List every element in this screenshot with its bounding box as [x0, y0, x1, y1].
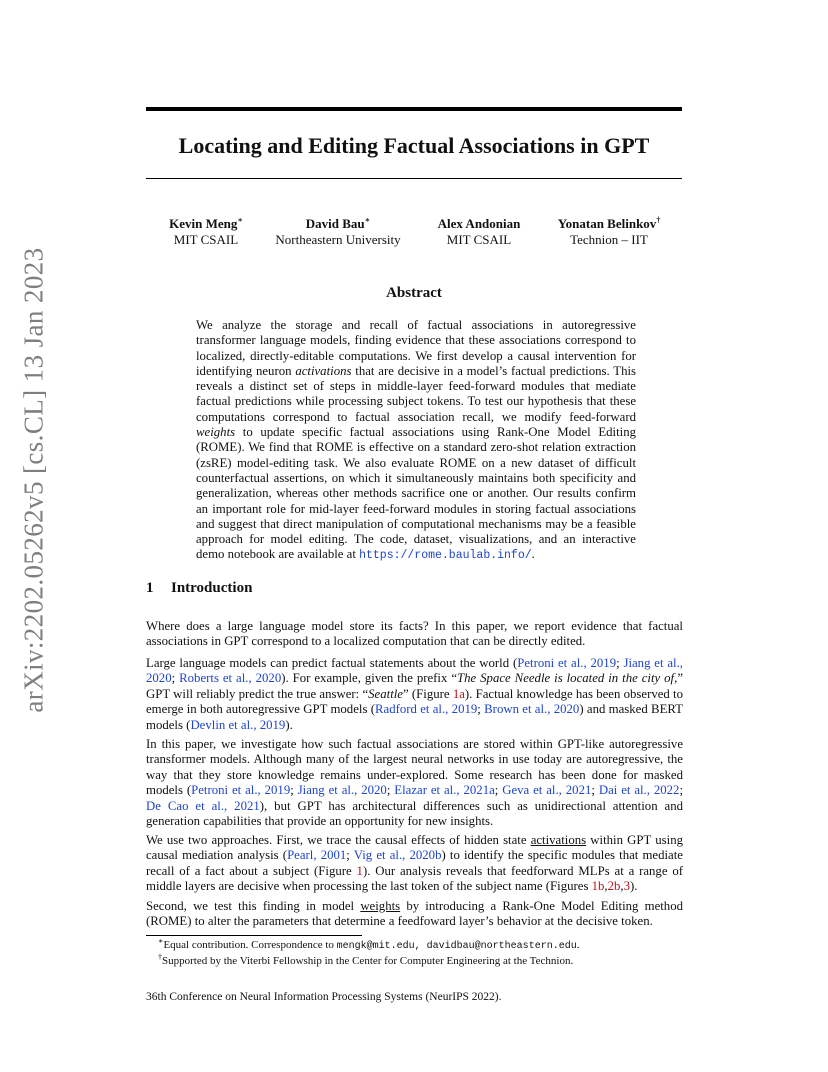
footnote-rule — [146, 935, 362, 936]
citation-link[interactable]: Jiang et al., 2020 — [297, 783, 387, 798]
citation-link[interactable]: Radford et al., 2019 — [374, 702, 478, 717]
abstract-heading: Abstract — [386, 285, 442, 301]
citation-link[interactable]: Brown et al., 2020 — [484, 702, 580, 717]
intro-paragraph-1: Where does a large language model store its facts? In this paper, we report evidence that factual associations in GPT correspond to a localized computation that can be directly edited. — [146, 619, 683, 649]
section-number: 1 — [146, 580, 154, 596]
citation-link[interactable]: Vig et al., 2020b — [353, 848, 442, 863]
citation-link[interactable]: Geva et al., 2021 — [502, 783, 592, 798]
title-top-rule — [146, 107, 682, 111]
citation-link[interactable]: Jiang et al., 2020 — [146, 656, 683, 686]
section-heading-introduction — [146, 580, 682, 597]
footnote-2: †Supported by the Viterbi Fellowship in the Center for Computer Engineering at the Technion. — [158, 952, 574, 967]
citation-link[interactable]: Petroni et al., 2019 — [191, 783, 291, 798]
figure-ref-link[interactable]: 1 — [356, 863, 363, 878]
figure-ref-link[interactable]: 1a — [452, 686, 465, 701]
citation-link[interactable]: Dai et al., 2022 — [598, 783, 680, 798]
citation-link[interactable]: Pearl, 2001 — [287, 848, 347, 863]
intro-paragraph-4: We use two approaches. First, we trace the causal effects of hidden state activations within GPT using causal mediation analysis (Pearl, 2001; Vig et al., 2020b) to identify the specific modules that mediate recall of a fact about a subject (Figure 1). Our analysis reveals that feedforward MLPs at a range of middle layers are decisive when processing the last token of the subject name (Figures 1b,2b,3). — [146, 833, 683, 894]
author-mark: ∗ — [237, 215, 243, 225]
intro-paragraph-3: In this paper, we investigate how such factual associations are stored within GPT-like autoregressive transformer models. Although many of the largest neural networks in use today are autoregressive, the way that they store knowledge remains under-explored. Some research has been done for masked models (Petroni et al., 2019; Jiang et al., 2020; Elazar et al., 2021a; Geva et al., 2021; Dai et al., 2022; De Cao et al., 2021), but GPT has architectural differences such as unidirectional attention and generation capabilities that provide an opportunity for new insights. — [146, 737, 684, 829]
author-name: Kevin Meng — [169, 216, 238, 231]
author-4 — [524, 216, 694, 248]
author-name: David Bau — [305, 216, 365, 231]
author-mark: † — [656, 215, 661, 225]
citation-link[interactable]: Elazar et al., 2021a — [394, 783, 495, 798]
contact-emails: mengk@mit.edu, davidbau@northeastern.edu — [336, 941, 577, 952]
author-affiliation: MIT CSAIL — [173, 232, 239, 247]
author-affiliation: MIT CSAIL — [446, 232, 512, 247]
intro-paragraph-2: Large language models can predict factual statements about the world (Petroni et al., 2019; Jiang et al., 2020; Roberts et al., 2020). For example, given the prefix “The Space Needle is located in the city of,” GPT will reliably predict the true answer: “Seattle” (Figure 1a). Factual knowledge has been observed to emerge in both autoregressive GPT models (Radford et al., 2019; Brown et al., 2020) and masked BERT models (Devlin et al., 2019). — [146, 656, 683, 732]
author-mark: ∗ — [364, 215, 371, 225]
citation-link[interactable]: Petroni et al., 2019 — [517, 656, 617, 670]
author-name: Yonatan Belinkov — [557, 216, 657, 231]
arxiv-stamp-text: arXiv:2202.05262v5 [cs.CL] 13 Jan 2023 — [18, 247, 49, 713]
abstract-body: We analyze the storage and recall of factual associations in autoregressive transformer language models, finding evidence that these associations correspond to localized, directly-editable computations. We first develop a causal intervention for identifying neuron activations that are decisive in a model’s factual predictions. This reveals a distinct set of steps in middle-layer feed-forward modules that mediate factual predictions while processing subject tokens. To test our hypothesis that these computations correspond to factual association recall, we modify feed-forward weights to update specific factual associations using Rank-One Model Editing (ROME). We find that ROME is effective on a standard zero-shot relation extraction (zsRE) model-editing task. We also evaluate ROME on a new dataset of difficult counterfactual assertions, on which it simultaneously maintains both specificity and generalization, whereas other methods sacrifice one or another. Our results confirm an important role for mid-layer feed-forward modules in storing factual associations and suggest that direct manipulation of computational mechanisms may be a feasible approach for model editing. The code, dataset, visualizations, and an interactive demo notebook are available at https://rome.baulab.info/. — [196, 318, 637, 563]
intro-paragraph-5: Second, we test this finding in model weights by introducing a Rank-One Model Editing method (ROME) to alter the parameters that determine a feedfoward layer’s behavior at the decisive token. — [146, 899, 684, 929]
figure-ref-link[interactable]: 1b — [591, 879, 605, 894]
citation-link[interactable]: Devlin et al., 2019 — [190, 717, 286, 732]
figure-ref-link[interactable]: 3 — [623, 879, 631, 894]
footnote-1: ∗Equal contribution. Correspondence to mengk@mit.edu, davidbau@northeastern.edu. — [158, 936, 580, 952]
citation-link[interactable]: Roberts et al., 2020 — [179, 671, 282, 686]
figure-ref-link[interactable]: 2b — [607, 879, 621, 894]
author-name: Alex Andonian — [437, 216, 521, 231]
citation-link[interactable]: De Cao et al., 2021 — [146, 798, 260, 813]
author-affiliation: Technion – IIT — [570, 232, 648, 247]
title-bottom-rule — [146, 178, 682, 179]
section-title: Introduction — [171, 580, 253, 596]
paper-title: Locating and Editing Factual Associations in GPT — [178, 133, 650, 158]
author-affiliation: Northeastern University — [275, 232, 401, 247]
project-url-link[interactable]: https://rome.baulab.info/ — [359, 549, 532, 563]
venue-line: 36th Conference on Neural Information Processing Systems (NeurIPS 2022). — [146, 991, 502, 1003]
